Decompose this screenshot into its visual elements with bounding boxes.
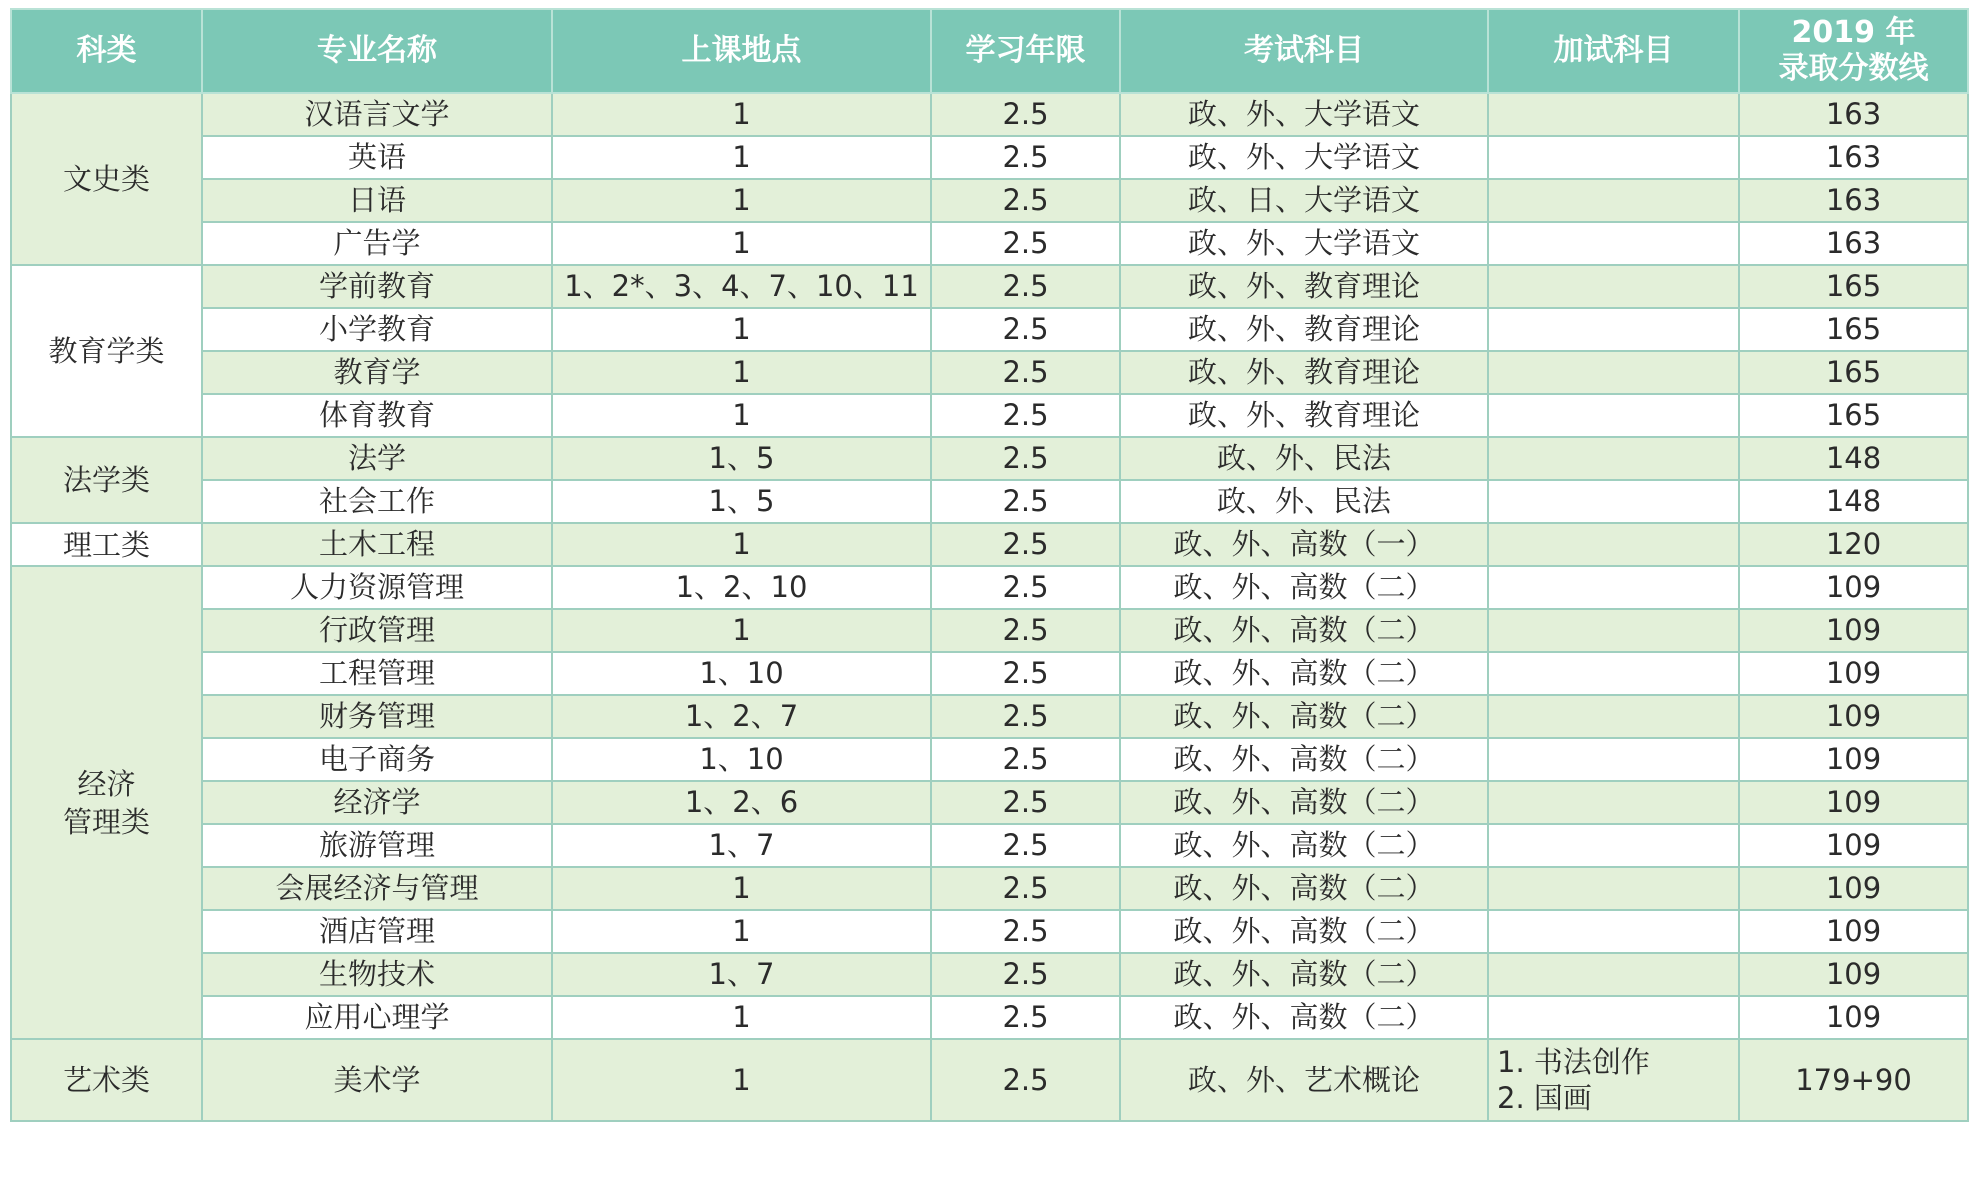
cell-extra bbox=[1488, 351, 1739, 394]
cell-extra bbox=[1488, 566, 1739, 609]
cell-years: 2.5 bbox=[931, 136, 1120, 179]
header-score bbox=[1739, 9, 1968, 93]
cell-score: 109 bbox=[1739, 566, 1968, 609]
table-row bbox=[11, 93, 1968, 136]
table-row bbox=[11, 867, 1968, 910]
cell-extra bbox=[1488, 996, 1739, 1039]
cell-exam: 政、外、高数（二） bbox=[1120, 781, 1488, 824]
table-row bbox=[11, 308, 1968, 351]
cell-major: 小学教育 bbox=[202, 308, 552, 351]
cell-major: 美术学 bbox=[202, 1039, 552, 1121]
cell-major: 旅游管理 bbox=[202, 824, 552, 867]
category-ligong: 理工类 bbox=[11, 523, 202, 566]
cell-location: 1、5 bbox=[552, 480, 931, 523]
table-row bbox=[11, 351, 1968, 394]
category-jiaoyu: 教育学类 bbox=[11, 265, 202, 437]
table-row bbox=[11, 265, 1968, 308]
cell-years: 2.5 bbox=[931, 953, 1120, 996]
cell-years: 2.5 bbox=[931, 781, 1120, 824]
cell-score: 179+90 bbox=[1739, 1039, 1968, 1121]
cell-score: 120 bbox=[1739, 523, 1968, 566]
cell-major: 人力资源管理 bbox=[202, 566, 552, 609]
cell-extra bbox=[1488, 222, 1739, 265]
cell-years: 2.5 bbox=[931, 222, 1120, 265]
cell-extra bbox=[1488, 93, 1739, 136]
cell-years: 2.5 bbox=[931, 179, 1120, 222]
category-yishu: 艺术类 bbox=[11, 1039, 202, 1121]
header-exam: 考试科目 bbox=[1120, 9, 1488, 93]
cell-exam: 政、外、高数（二） bbox=[1120, 566, 1488, 609]
extra-item: 2. 国画 bbox=[1497, 1081, 1592, 1115]
cell-major: 土木工程 bbox=[202, 523, 552, 566]
category-faxue: 法学类 bbox=[11, 437, 202, 523]
cell-score: 165 bbox=[1739, 351, 1968, 394]
table-row bbox=[11, 437, 1968, 480]
admissions-table bbox=[10, 8, 1969, 1122]
cell-major: 社会工作 bbox=[202, 480, 552, 523]
cell-exam: 政、外、高数（二） bbox=[1120, 609, 1488, 652]
cell-major: 体育教育 bbox=[202, 394, 552, 437]
cell-score: 165 bbox=[1739, 308, 1968, 351]
category-jingji-line1: 经济 bbox=[77, 766, 136, 801]
cell-major: 学前教育 bbox=[202, 265, 552, 308]
cell-exam: 政、外、大学语文 bbox=[1120, 222, 1488, 265]
header-row bbox=[11, 9, 1968, 93]
cell-score: 109 bbox=[1739, 910, 1968, 953]
cell-score: 165 bbox=[1739, 265, 1968, 308]
cell-major: 英语 bbox=[202, 136, 552, 179]
cell-years: 2.5 bbox=[931, 93, 1120, 136]
cell-score: 163 bbox=[1739, 136, 1968, 179]
cell-major: 教育学 bbox=[202, 351, 552, 394]
cell-location: 1、7 bbox=[552, 953, 931, 996]
cell-exam: 政、外、民法 bbox=[1120, 437, 1488, 480]
cell-location: 1 bbox=[552, 609, 931, 652]
cell-extra bbox=[1488, 695, 1739, 738]
header-location: 上课地点 bbox=[552, 9, 931, 93]
header-major: 专业名称 bbox=[202, 9, 552, 93]
cell-location: 1、2*、3、4、7、10、11 bbox=[552, 265, 931, 308]
extra-item: 1. 书法创作 bbox=[1497, 1045, 1650, 1079]
table-row bbox=[11, 179, 1968, 222]
cell-major: 财务管理 bbox=[202, 695, 552, 738]
cell-exam: 政、外、高数（二） bbox=[1120, 867, 1488, 910]
cell-years: 2.5 bbox=[931, 609, 1120, 652]
cell-exam: 政、外、大学语文 bbox=[1120, 136, 1488, 179]
cell-years: 2.5 bbox=[931, 652, 1120, 695]
table-row bbox=[11, 609, 1968, 652]
cell-location: 1 bbox=[552, 136, 931, 179]
table-row bbox=[11, 738, 1968, 781]
cell-major: 行政管理 bbox=[202, 609, 552, 652]
cell-location: 1、2、6 bbox=[552, 781, 931, 824]
cell-extra bbox=[1488, 136, 1739, 179]
cell-location: 1 bbox=[552, 523, 931, 566]
cell-years: 2.5 bbox=[931, 738, 1120, 781]
cell-major: 法学 bbox=[202, 437, 552, 480]
cell-location: 1 bbox=[552, 179, 931, 222]
table-row bbox=[11, 222, 1968, 265]
cell-location: 1 bbox=[552, 867, 931, 910]
table-row bbox=[11, 910, 1968, 953]
cell-location: 1、10 bbox=[552, 652, 931, 695]
cell-years: 2.5 bbox=[931, 265, 1120, 308]
cell-exam: 政、日、大学语文 bbox=[1120, 179, 1488, 222]
cell-location: 1、2、7 bbox=[552, 695, 931, 738]
cell-major: 汉语言文学 bbox=[202, 93, 552, 136]
cell-years: 2.5 bbox=[931, 910, 1120, 953]
cell-years: 2.5 bbox=[931, 867, 1120, 910]
cell-major: 生物技术 bbox=[202, 953, 552, 996]
cell-years: 2.5 bbox=[931, 1039, 1120, 1121]
cell-exam: 政、外、教育理论 bbox=[1120, 308, 1488, 351]
cell-major: 应用心理学 bbox=[202, 996, 552, 1039]
cell-extra bbox=[1488, 523, 1739, 566]
cell-years: 2.5 bbox=[931, 394, 1120, 437]
cell-score: 109 bbox=[1739, 695, 1968, 738]
cell-exam: 政、外、高数（二） bbox=[1120, 824, 1488, 867]
cell-major: 会展经济与管理 bbox=[202, 867, 552, 910]
table-row bbox=[11, 953, 1968, 996]
table-row bbox=[11, 1039, 1968, 1121]
table-row bbox=[11, 652, 1968, 695]
cell-extra bbox=[1488, 953, 1739, 996]
table-header bbox=[11, 9, 1968, 93]
cell-extra bbox=[1488, 824, 1739, 867]
cell-major: 经济学 bbox=[202, 781, 552, 824]
table-row bbox=[11, 394, 1968, 437]
cell-score: 109 bbox=[1739, 781, 1968, 824]
category-wenshi: 文史类 bbox=[11, 93, 202, 265]
cell-exam: 政、外、高数（二） bbox=[1120, 953, 1488, 996]
cell-score: 163 bbox=[1739, 93, 1968, 136]
cell-location: 1 bbox=[552, 996, 931, 1039]
cell-years: 2.5 bbox=[931, 996, 1120, 1039]
cell-exam: 政、外、民法 bbox=[1120, 480, 1488, 523]
table-body bbox=[11, 93, 1968, 1121]
cell-score: 163 bbox=[1739, 179, 1968, 222]
cell-years: 2.5 bbox=[931, 437, 1120, 480]
cell-score: 163 bbox=[1739, 222, 1968, 265]
cell-score: 109 bbox=[1739, 738, 1968, 781]
cell-score: 109 bbox=[1739, 824, 1968, 867]
cell-exam: 政、外、高数（二） bbox=[1120, 695, 1488, 738]
cell-extra bbox=[1488, 609, 1739, 652]
table-row bbox=[11, 480, 1968, 523]
table-row bbox=[11, 996, 1968, 1039]
cell-location: 1、10 bbox=[552, 738, 931, 781]
cell-location: 1 bbox=[552, 1039, 931, 1121]
header-score-year: 2019 年 bbox=[1791, 15, 1916, 50]
cell-extra bbox=[1488, 480, 1739, 523]
cell-extra bbox=[1488, 437, 1739, 480]
cell-score: 148 bbox=[1739, 437, 1968, 480]
cell-score: 148 bbox=[1739, 480, 1968, 523]
category-jingji-line2: 管理类 bbox=[62, 804, 150, 839]
cell-extra bbox=[1488, 1039, 1739, 1121]
cell-location: 1 bbox=[552, 93, 931, 136]
cell-exam: 政、外、大学语文 bbox=[1120, 93, 1488, 136]
cell-exam: 政、外、教育理论 bbox=[1120, 265, 1488, 308]
cell-score: 109 bbox=[1739, 867, 1968, 910]
cell-major: 广告学 bbox=[202, 222, 552, 265]
cell-exam: 政、外、高数（二） bbox=[1120, 738, 1488, 781]
cell-years: 2.5 bbox=[931, 351, 1120, 394]
cell-score: 165 bbox=[1739, 394, 1968, 437]
cell-extra bbox=[1488, 781, 1739, 824]
header-category: 科类 bbox=[11, 9, 202, 93]
cell-location: 1、5 bbox=[552, 437, 931, 480]
cell-location: 1 bbox=[552, 351, 931, 394]
cell-extra bbox=[1488, 265, 1739, 308]
cell-years: 2.5 bbox=[931, 523, 1120, 566]
header-years: 学习年限 bbox=[931, 9, 1120, 93]
cell-extra bbox=[1488, 179, 1739, 222]
header-score-label: 录取分数线 bbox=[1778, 51, 1929, 86]
table-row bbox=[11, 824, 1968, 867]
table-row bbox=[11, 695, 1968, 738]
cell-score: 109 bbox=[1739, 953, 1968, 996]
cell-location: 1 bbox=[552, 394, 931, 437]
cell-years: 2.5 bbox=[931, 824, 1120, 867]
cell-exam: 政、外、高数（二） bbox=[1120, 652, 1488, 695]
cell-location: 1 bbox=[552, 308, 931, 351]
cell-extra bbox=[1488, 867, 1739, 910]
cell-years: 2.5 bbox=[931, 566, 1120, 609]
cell-exam: 政、外、教育理论 bbox=[1120, 394, 1488, 437]
cell-location: 1 bbox=[552, 222, 931, 265]
cell-extra bbox=[1488, 652, 1739, 695]
cell-major: 酒店管理 bbox=[202, 910, 552, 953]
table-row bbox=[11, 566, 1968, 609]
cell-extra bbox=[1488, 910, 1739, 953]
cell-major: 电子商务 bbox=[202, 738, 552, 781]
cell-extra bbox=[1488, 394, 1739, 437]
table-row bbox=[11, 136, 1968, 179]
cell-location: 1 bbox=[552, 910, 931, 953]
category-jingji bbox=[11, 566, 202, 1039]
cell-exam: 政、外、高数（二） bbox=[1120, 910, 1488, 953]
cell-years: 2.5 bbox=[931, 695, 1120, 738]
cell-major: 日语 bbox=[202, 179, 552, 222]
table-row bbox=[11, 781, 1968, 824]
cell-exam: 政、外、艺术概论 bbox=[1120, 1039, 1488, 1121]
cell-years: 2.5 bbox=[931, 308, 1120, 351]
cell-exam: 政、外、高数（二） bbox=[1120, 996, 1488, 1039]
cell-exam: 政、外、教育理论 bbox=[1120, 351, 1488, 394]
cell-score: 109 bbox=[1739, 609, 1968, 652]
cell-location: 1、2、10 bbox=[552, 566, 931, 609]
cell-score: 109 bbox=[1739, 996, 1968, 1039]
cell-location: 1、7 bbox=[552, 824, 931, 867]
cell-exam: 政、外、高数（一） bbox=[1120, 523, 1488, 566]
table-row bbox=[11, 523, 1968, 566]
cell-extra bbox=[1488, 308, 1739, 351]
cell-years: 2.5 bbox=[931, 480, 1120, 523]
header-extra: 加试科目 bbox=[1488, 9, 1739, 93]
cell-major: 工程管理 bbox=[202, 652, 552, 695]
cell-extra bbox=[1488, 738, 1739, 781]
cell-score: 109 bbox=[1739, 652, 1968, 695]
